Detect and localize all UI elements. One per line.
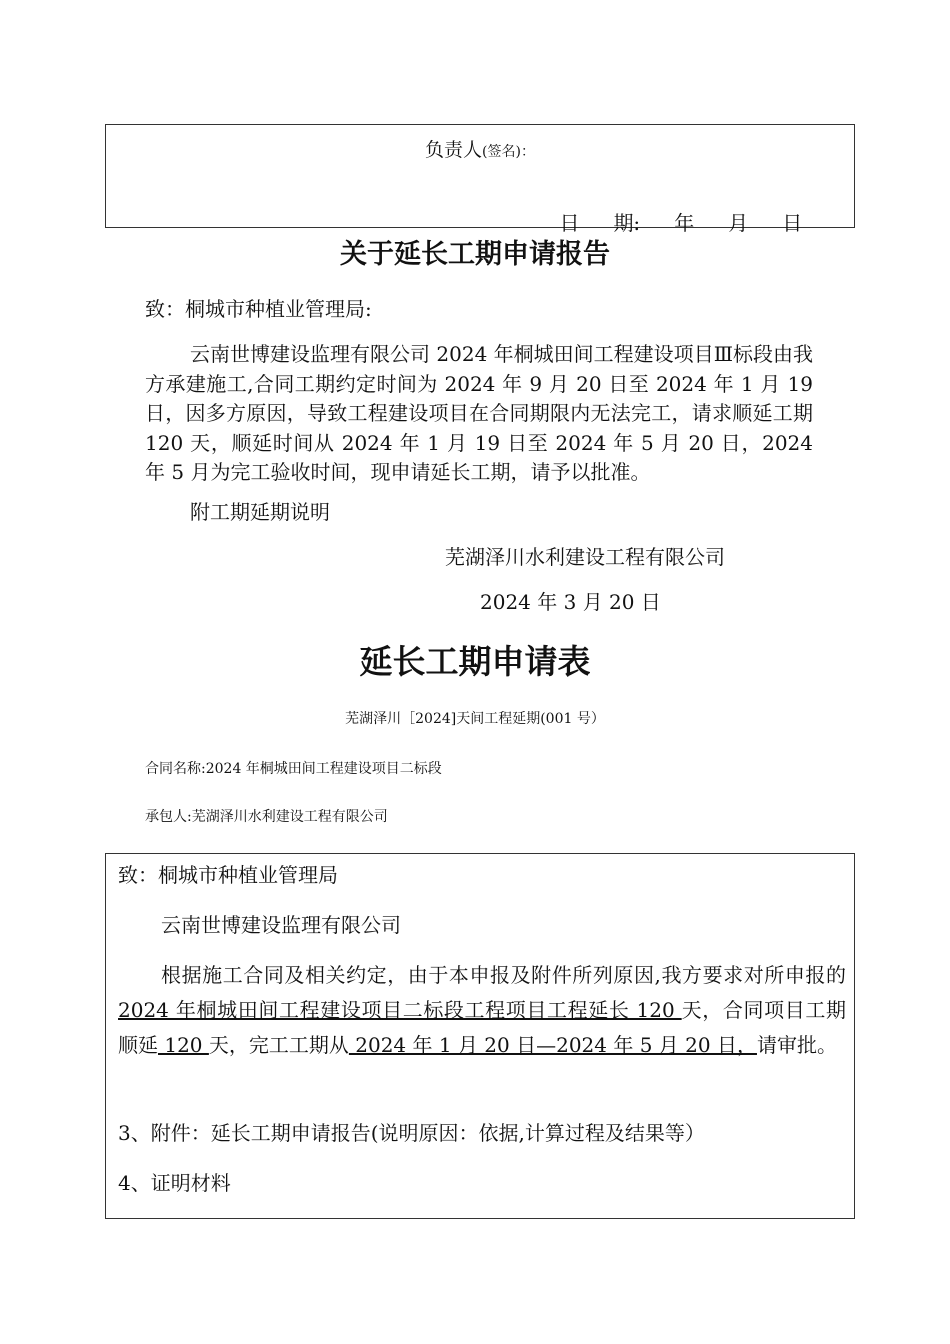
colon: ：: [520, 144, 535, 160]
report-date: 2024 年 3 月 20 日: [480, 590, 661, 614]
signature-box: [105, 124, 855, 235]
report-attachment: 附工期延期说明: [190, 500, 330, 524]
body-end: 请审批。: [756, 1033, 837, 1057]
year-label: 年: [674, 211, 695, 235]
date-label: 日: [559, 211, 580, 235]
body-mid-1: 天，合同项目工期顺延: [118, 998, 846, 1057]
days-underlined: 120: [158, 1033, 209, 1057]
date-label-2: 期:: [613, 211, 641, 235]
attachment-item: 3、附件：延长工期申请报告(说明原因：依据,计算过程及结果等）: [118, 1121, 705, 1145]
document-number: 芜湖泽川［2024]天间工程延期(001 号）: [345, 711, 605, 727]
signature-note: (签名): [482, 144, 521, 160]
report-body: 云南世博建设监理有限公司 2024 年桐城田间工程建设项目Ⅲ标段由我方承建施工,合同工期约定时间为 2024 年 9 月 20 日至 2024 年 1 月 19 日，因多方原因，导致工程建设项目在合同期限内无法完工，请求顺延工期 120 天，顺延时间从 2024 年 1 月 19 日至 2024 年 5 月 20 日，2024 年 5 月为完工验收时间，现申请延长工期，请予以批准。: [145, 342, 813, 484]
body-pre: 根据施工合同及相关约定，由于本申报及附件所列原因,我方要求对所申报的: [161, 963, 846, 987]
report-recipient: 致：桐城市种植业管理局:: [145, 297, 372, 321]
form-title: 延长工期申请表: [359, 642, 591, 681]
evidence-item: 4、证明材料: [118, 1171, 231, 1195]
contract-name: 合同名称:2024 年桐城田间工程建设项目二标段: [145, 761, 442, 777]
form-supervisor: 云南世博建设监理有限公司: [161, 913, 401, 937]
day-label: 日: [782, 211, 803, 235]
period-underlined: 2024 年 1 月 20 日—2024 年 5 月 20 日，: [348, 1033, 757, 1057]
report-company: 芜湖泽川水利建设工程有限公司: [445, 545, 725, 569]
form-body: [118, 958, 846, 1063]
report-title: 关于延长工期申请报告: [340, 239, 610, 270]
contractor: 承包人:芜湖泽川水利建设工程有限公司: [145, 809, 388, 825]
project-underlined: 2024 年桐城田间工程建设项目二标段工程项目工程延长 120: [118, 998, 682, 1022]
form-recipient: 致：桐城市种植业管理局: [118, 863, 338, 887]
responsible-label: 负责人: [425, 139, 483, 161]
application-box: [105, 853, 855, 1219]
responsible-person-line: [106, 135, 854, 162]
body-mid-2: 天，完工工期从: [208, 1033, 349, 1057]
month-label: 月: [728, 211, 749, 235]
